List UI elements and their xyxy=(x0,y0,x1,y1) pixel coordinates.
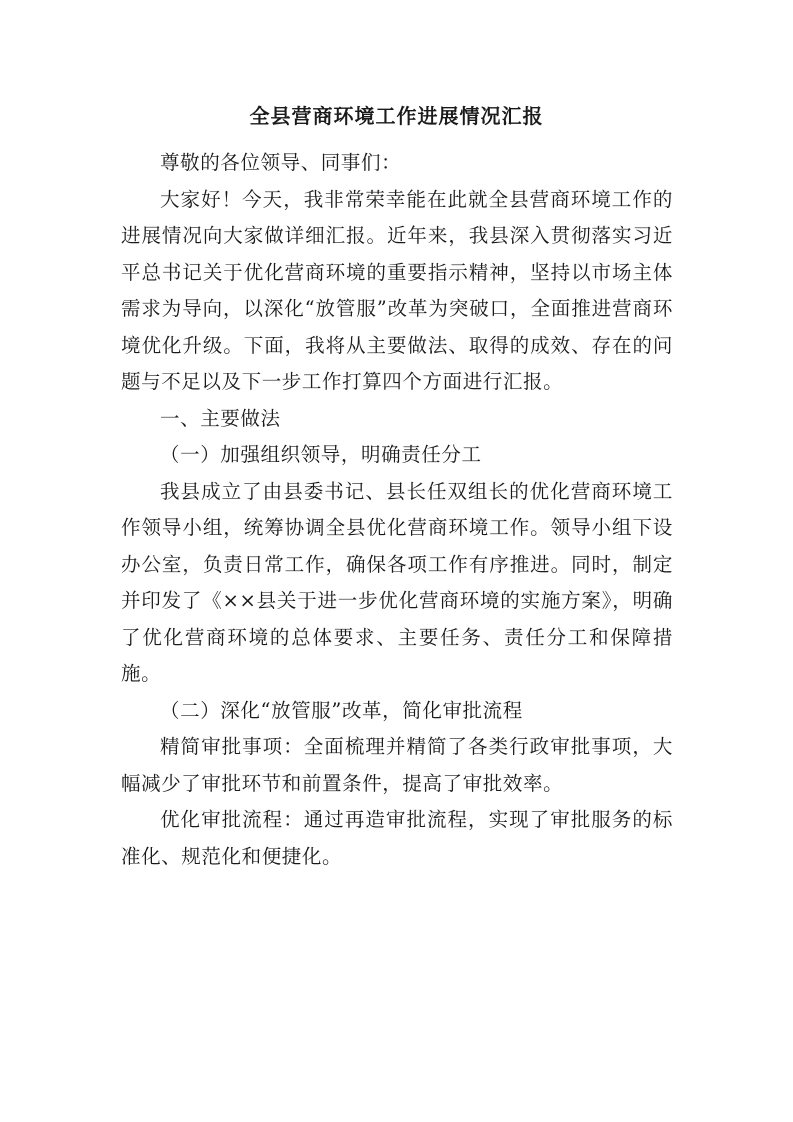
salutation: 尊敬的各位领导、同事们： xyxy=(160,151,402,174)
section-heading-main-practices: 一、主要做法 xyxy=(160,406,281,430)
intro-paragraph: 大家好！今天，我非常荣幸能在此就全县营商环境工作的进展情况向大家做详细汇报。近年来，我县深入贯彻落实习近平总书记关于优化营商环境的重要指示精神，坚持以市场主体需求为导向，以深化“放管服”改革为突破口，全面推进营商环境优化升级。下面，我将从主要做法、取得的成效、存在的问题与不足以及下一步工作打算四个方面进行汇报。 xyxy=(121,187,673,393)
subsection-2-item-1: 精简审批事项：全面梳理并精简了各类行政审批事项，大幅减少了审批环节和前置条件，提高了审批效率。 xyxy=(121,735,673,795)
subsection-heading-1: （一）加强组织领导，明确责任分工 xyxy=(160,443,482,466)
document-body xyxy=(121,145,673,875)
document-title: 全县营商环境工作进展情况汇报 xyxy=(249,104,544,128)
subsection-2-item-2: 优化审批流程：通过再造审批流程，实现了审批服务的标准化、规范化和便捷化。 xyxy=(121,808,673,868)
subsection-1-paragraph: 我县成立了由县委书记、县长任双组长的优化营商环境工作领导小组，统筹协调全县优化营商环境工作。领导小组下设办公室，负责日常工作，确保各项工作有序推进。同时，制定并印发了《××县关于进一步优化营商环境的实施方案》，明确了优化营商环境的总体要求、主要任务、责任分工和保障措施。 xyxy=(121,479,673,685)
subsection-heading-2: （二）深化“放管服”改革，简化审批流程 xyxy=(160,698,523,722)
